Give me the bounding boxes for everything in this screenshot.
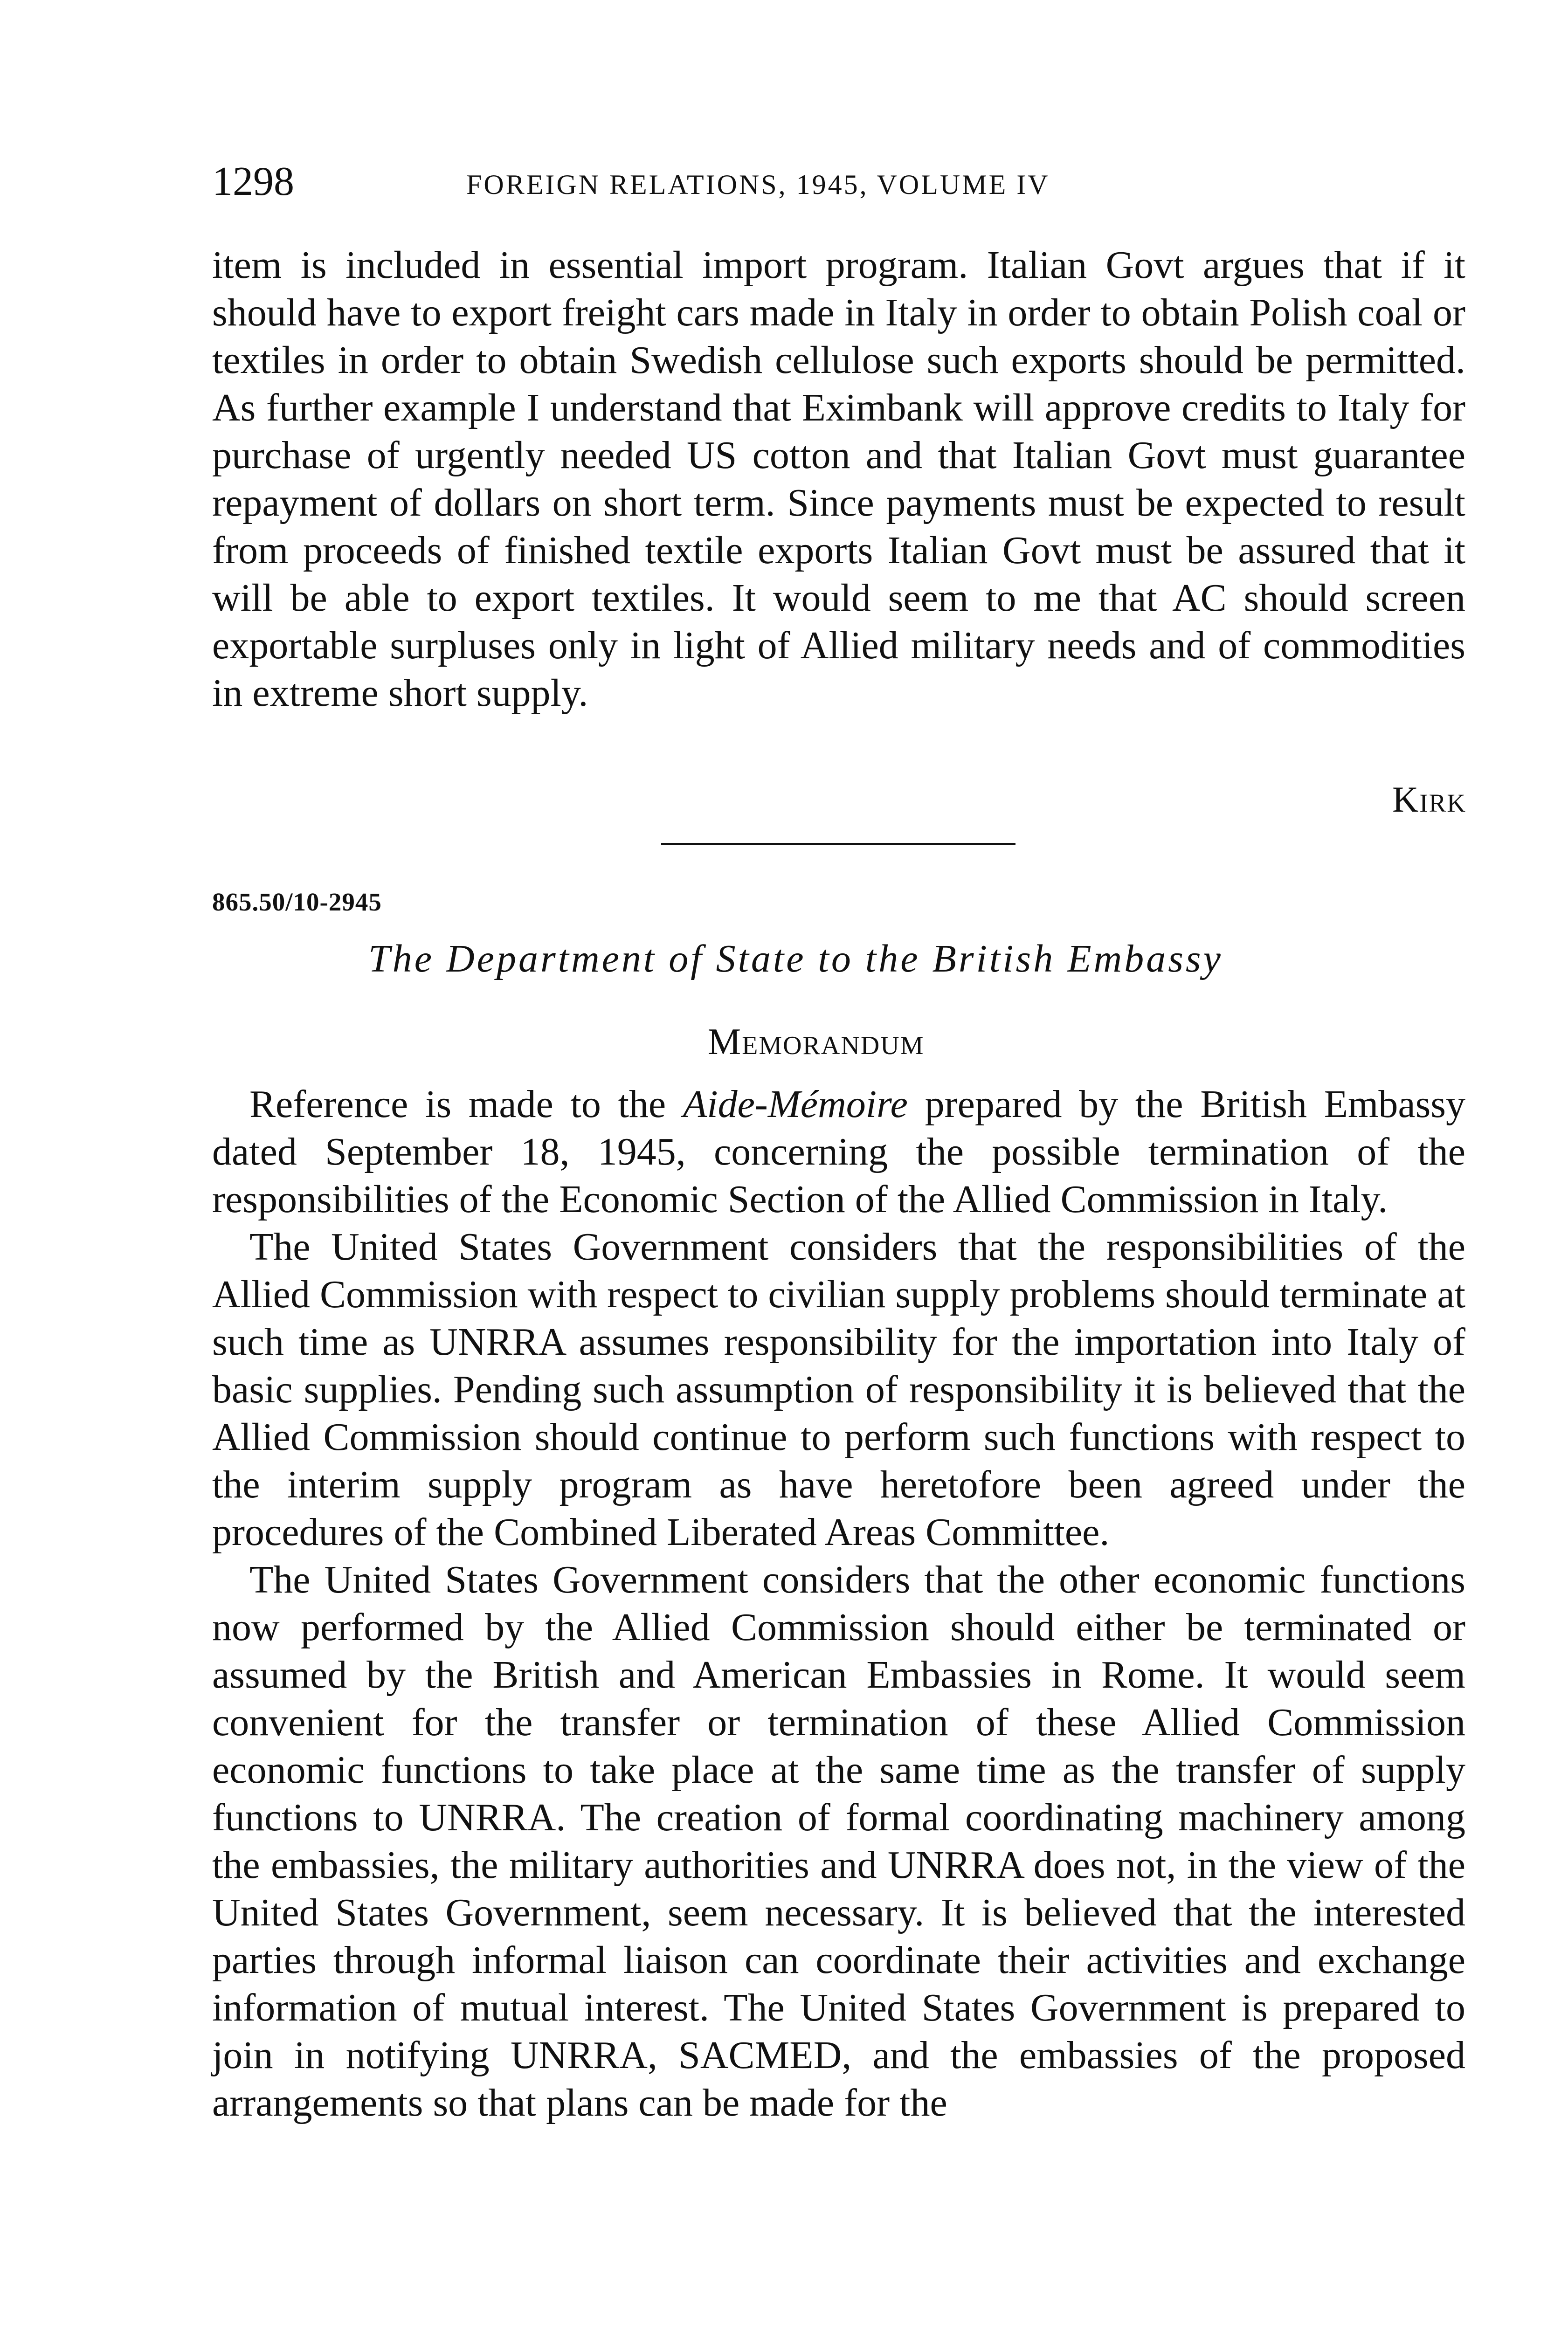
memo-paragraph-1-end: prepared by the British Embassy dated September 18, 1945, concerning the possible termination of the responsibilities of the Economic Section of the Allied Commission in Italy.	[212, 1083, 1465, 1221]
signature-kirk: Kirk	[1392, 779, 1466, 820]
memo-paragraph-2: The United States Government considers that the responsibilities of the Allied Commission with respect to civilian supply problems should terminate at such time as UNRRA assumes responsibility for the importation into Italy of basic supplies. Pending such assumption of responsibility it is believed that the Allied Commission should continue to perform such functions with respect to the interim supply program as have heretofore been agreed under the procedures of the Combined Liberated Areas Committee.	[212, 1225, 1465, 1554]
aide-memoire-term: Aide-Mémoire	[683, 1083, 908, 1126]
section-divider	[661, 843, 1015, 845]
continued-paragraph: item is included in essential import program. Italian Govt argues that if it should have to export freight cars made in Italy in order to obtain Polish coal or textiles in order to obtain Swedish cellulose such exports should be permitted. As further example I understand that Eximbank will approve credits to Italy for purchase of urgently needed US cotton and that Italian Govt must guarantee repayment of dollars on short term. Since payments must be expected to result from proceeds of finished textile exports Italian Govt must be assured that it will be able to export textiles. It would seem to me that AC should screen exportable surpluses only in light of Allied military needs and of commodities in extreme short supply.	[212, 243, 1465, 715]
page-number: 1298	[212, 159, 294, 204]
document-title: The Department of State to the British Embassy	[368, 937, 1223, 980]
running-head: FOREIGN RELATIONS, 1945, VOLUME IV	[466, 169, 1050, 200]
memorandum-label: Memorandum	[708, 1021, 925, 1062]
page-header	[212, 159, 1471, 210]
memorandum-body	[212, 1081, 1465, 2127]
file-number: 865.50/10-2945	[212, 888, 382, 916]
memo-paragraph-1	[212, 1081, 1465, 1223]
memo-paragraph-3: The United States Government considers that the other economic functions now performed by the Allied Commission should either be terminated or assumed by the British and American Embassies in Rome. It would seem convenient for the transfer or termination of these Allied Commission economic functions to take place at the same time as the transfer of supply functions to UNRRA. The creation of formal coordinating machinery among the embassies, the military authorities and UNRRA does not, in the view of the United States Government, seem necessary. It is believed that the interested parties through informal liaison can coordinate their activities and exchange information of mutual interest. The United States Government is prepared to join in notifying UNRRA, SACMED, and the embassies of the proposed arrangements so that plans can be made for the	[212, 1558, 1465, 2124]
continued-telegram-text	[212, 241, 1465, 717]
memo-paragraph-1-start: Reference is made to the	[249, 1083, 683, 1126]
